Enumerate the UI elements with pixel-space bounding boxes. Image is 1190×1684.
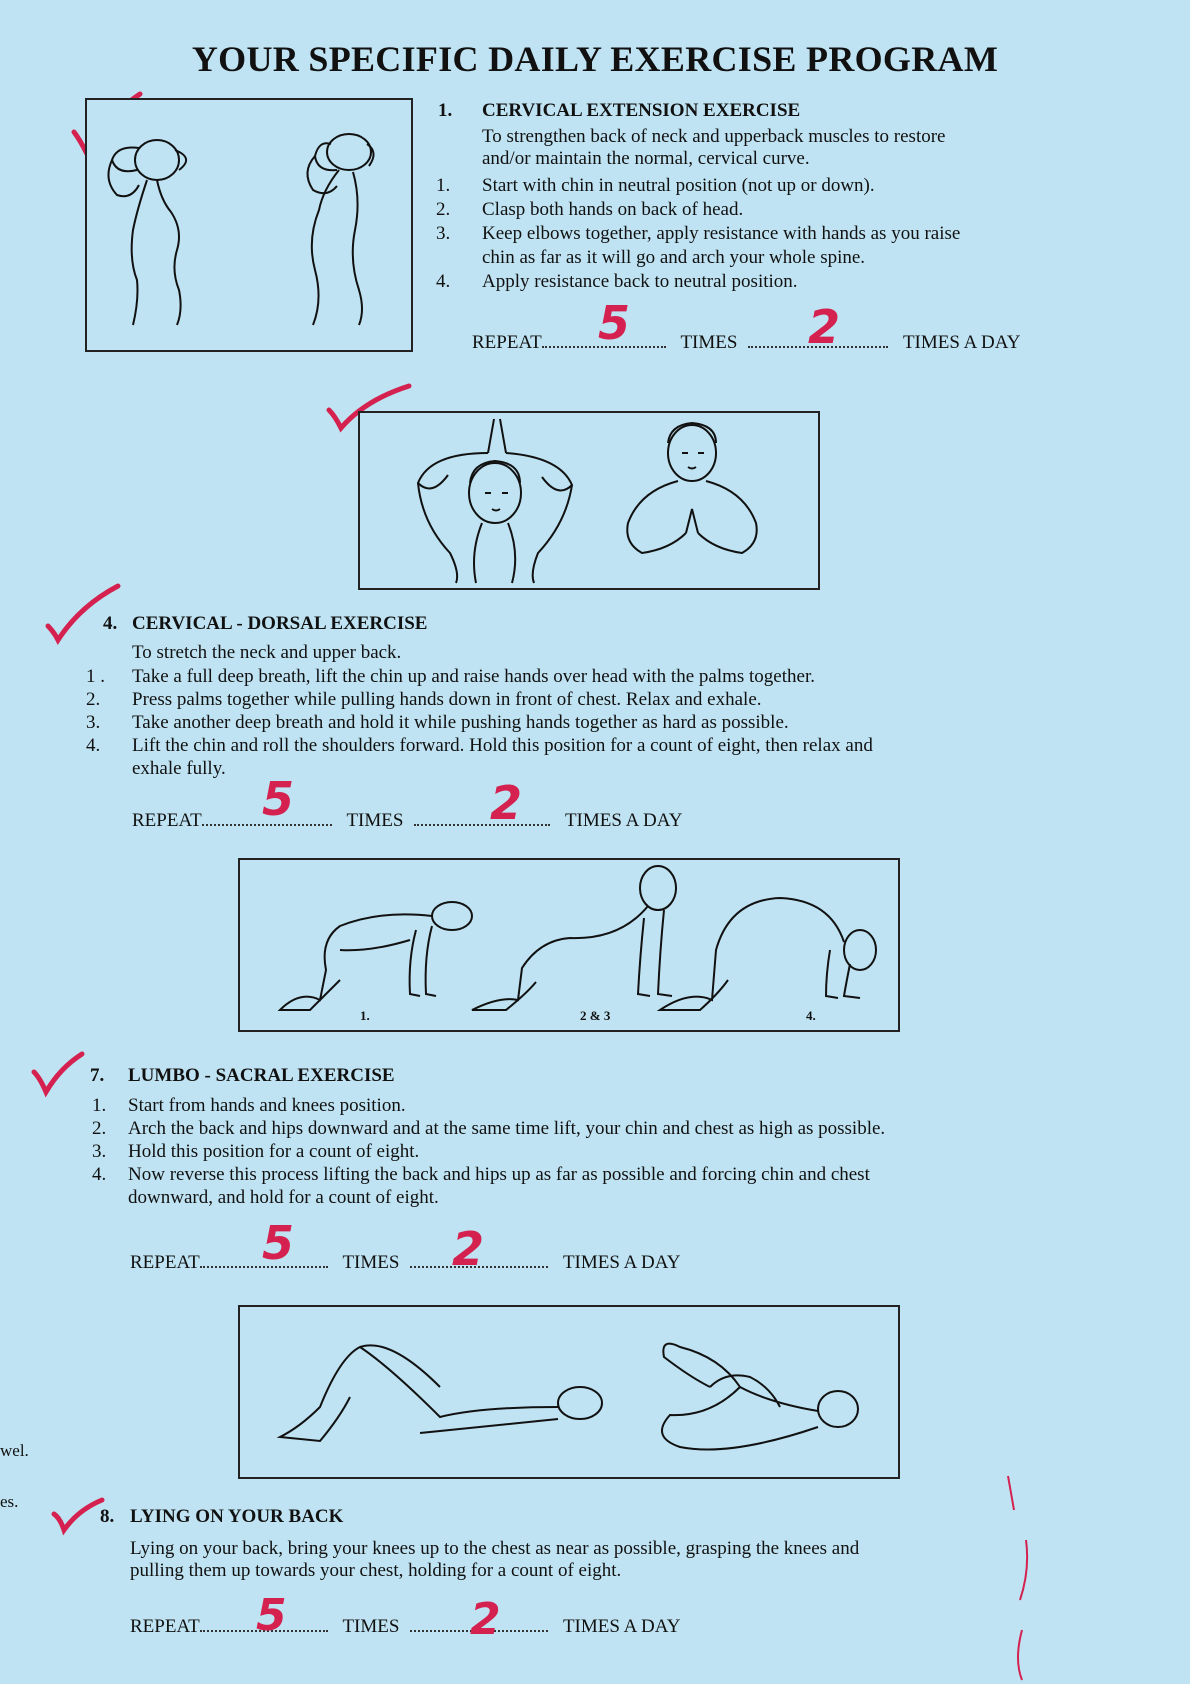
exercise-1-steps: 1. Start with chin in neutral position (not up or down). 2. Clasp both hands on back of head. 3. Keep elbows together, apply resistance with hands as you raise chin as far as it will go and arch your whole spine. 4. Apply resistance back to neutral position. xyxy=(436,175,961,292)
exercise-7-number: 7. xyxy=(90,1065,105,1086)
figure-label-2-3: 2 & 3 xyxy=(580,1008,611,1023)
checkmark-icon xyxy=(30,1050,90,1100)
exercise-4-heading: CERVICAL - DORSAL EXERCISE xyxy=(132,613,428,634)
exercise-7-heading: LUMBO - SACRAL EXERCISE xyxy=(128,1065,395,1086)
exercise-7-repeat-row: REPEAT TIMES TIMES A DAY xyxy=(130,1252,681,1273)
exercise-7-steps: 1. Start from hands and knees position. 2. Arch the back and hips downward and at the same time lift, your chin and chest as high as possible. 3. Hold this position for a count of eight. 4. Now reverse this process lifting the back and hips up as far as possible and forcing chin and chest downward, and hold for a count of eight. xyxy=(92,1095,886,1208)
exercise-8-number: 8. xyxy=(100,1506,115,1527)
figure-lumbo-sacral xyxy=(238,858,900,1032)
exercise-1-heading: CERVICAL EXTENSION EXERCISE xyxy=(482,100,801,121)
exercise-4-number: 4. xyxy=(103,613,118,634)
figure-label-1: 1. xyxy=(360,1008,370,1023)
exercise-4-repeat-row: REPEAT TIMES TIMES A DAY xyxy=(132,810,683,831)
exercise-8-description: Lying on your back, bring your knees up to the chest as near as possible, grasping the knees and pulling them up towards your chest, holding for a count of eight. xyxy=(130,1538,860,1581)
edge-text-fragment: wel. xyxy=(0,1441,29,1460)
exercise-4-per-day-value: 2 xyxy=(490,776,523,830)
exercise-7-repeat-value: 5 xyxy=(262,1216,295,1270)
exercise-1-per-day-value: 2 xyxy=(808,300,841,354)
exercise-1-purpose: To strengthen back of neck and upperback muscles to restore and/or maintain the normal, cervical curve. xyxy=(482,126,946,169)
margin-pen-mark xyxy=(1000,1470,1060,1684)
edge-text-fragment: es. xyxy=(0,1492,19,1511)
figure-cervical-extension xyxy=(85,98,413,352)
exercise-1-repeat-value: 5 xyxy=(598,296,631,350)
exercise-4-steps: 1 . Take a full deep breath, lift the chin up and raise hands over head with the palms together. 2. Press palms together while pulling hands down in front of chest. Relax and exhale. 3. Take another deep breath and hold it while pushing hands together as hard as possible. 4. Lift the chin and roll the shoulders forward. Hold this position for a count of eight, then relax and exhale fully. xyxy=(86,666,873,779)
exercise-8-heading: LYING ON YOUR BACK xyxy=(130,1506,344,1527)
exercise-8-repeat-row: REPEAT TIMES TIMES A DAY xyxy=(130,1616,681,1637)
figure-label-4: 4. xyxy=(806,1008,816,1023)
exercise-8-repeat-value: 5 xyxy=(256,1590,287,1641)
figure-cervical-dorsal xyxy=(358,411,820,590)
exercise-1-repeat-row: REPEAT TIMES TIMES A DAY xyxy=(472,332,1021,353)
figure-lying-on-back xyxy=(238,1305,900,1479)
exercise-7-per-day-value: 2 xyxy=(452,1222,485,1276)
exercise-4-purpose: To stretch the neck and upper back. xyxy=(132,642,402,663)
exercise-1-number: 1. xyxy=(438,100,453,121)
page-title: YOUR SPECIFIC DAILY EXERCISE PROGRAM xyxy=(191,39,999,79)
exercise-8-per-day-value: 2 xyxy=(470,1594,501,1645)
exercise-4-repeat-value: 5 xyxy=(262,772,295,826)
